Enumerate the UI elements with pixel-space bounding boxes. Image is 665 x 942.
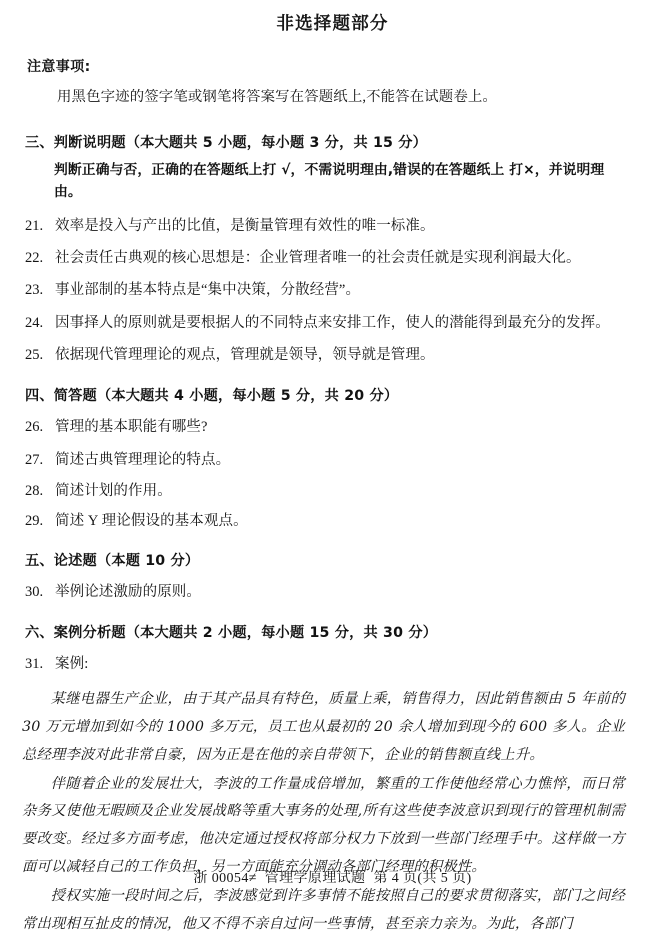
question-text: 依据现代管理理论的观点，管理就是领导，领导就是管理。: [55, 346, 435, 363]
case-paragraph: 授权实施一段时间之后，李波感觉到许多事情不能按照自己的要求贯彻落实，部门之间经常出现相互扯皮的情况，他又不得不亲自过问一些事情，甚至亲力亲为。为此，各部门: [22, 888, 625, 932]
page-footer: [0, 867, 665, 887]
question-number: 27.: [25, 452, 44, 469]
question-number: 29.: [25, 513, 44, 530]
question-item: [25, 582, 665, 602]
question-number: 28.: [25, 482, 44, 499]
section-heading-4: 四、简答题（本大题共 4 小题，每小题 5 分，共 20 分）: [25, 388, 399, 405]
question-item: [25, 654, 665, 674]
footer-exam-code: 浙 00054≠: [193, 871, 257, 886]
footer-page-number: 第 4 页(共 5 页): [373, 871, 472, 886]
question-text: 简述计划的作用。: [55, 482, 172, 499]
question-number: 22.: [25, 249, 44, 266]
case-study-body: [22, 686, 625, 939]
question-item: [25, 450, 665, 470]
question-text: 案例:: [55, 655, 89, 672]
section-instruction-3: 判断正确与否，正确的在答题纸上打 √，不需说明理由,错误的在答题纸上 打×，并说明理由。: [54, 162, 605, 201]
notice-heading: 注意事项:: [27, 59, 91, 75]
question-item: [25, 345, 665, 365]
question-number: 25.: [25, 346, 44, 363]
question-item: [25, 511, 665, 531]
section-heading-3: 三、判断说明题（本大题共 5 小题，每小题 3 分，共 15 分）: [25, 135, 428, 151]
question-number: 24.: [25, 314, 44, 331]
question-item: [25, 248, 665, 268]
question-list-4: [0, 417, 665, 531]
question-number: 31.: [25, 655, 44, 672]
question-text: 举例论述激励的原则。: [55, 584, 201, 601]
question-number: 23.: [25, 282, 44, 299]
question-text: 社会责任古典观的核心思想是：企业管理者唯一的社会责任就是实现利润最大化。: [55, 249, 581, 266]
question-text: 简述 Y 理论假设的基本观点。: [55, 513, 248, 530]
question-list-5: [0, 582, 665, 602]
question-text: 简述古典管理理论的特点。: [55, 452, 231, 469]
case-paragraph: 某继电器生产企业，由于其产品具有特色，质量上乘，销售得力，因此销售额由 5 年前的 30 万元增加到如今的 1000 多万元，员工也从最初的 20 余人增加到现今的 600 多人。企业总经理李波对此非常自豪，因为正是在他的亲自带领下，企业的销售额直线上升。: [22, 690, 625, 763]
notice-body: 用黑色字迹的签字笔或钢笔将答案写在答题纸上,不能答在试题卷上。: [57, 89, 497, 105]
question-text: 因事择人的原则就是要根据人的不同特点来安排工作，使人的潜能得到最充分的发挥。: [55, 314, 610, 331]
page-title: 非选择题部分: [276, 14, 389, 34]
case-paragraph: 伴随着企业的发展壮大，李波的工作量成倍增加，繁重的工作使他经常心力憔悴，而日常杂务又使他无暇顾及企业发展战略等重大事务的处理,所有这些使李波意识到现行的管理机制需要改变。经过多方面考虑，他决定通过授权将部分权力下放到一些部门经理手中。这样做一方面可以减轻自己的工作负担，另一方面能充分调动各部门经理的积极性。: [22, 775, 625, 876]
question-number: 26.: [25, 419, 44, 436]
question-list-6: [0, 654, 665, 674]
question-number: 30.: [25, 584, 44, 601]
question-item: [25, 417, 665, 437]
notice-block: [0, 56, 665, 106]
question-item: [25, 280, 665, 300]
question-item: [25, 313, 665, 333]
question-number: 21.: [25, 217, 44, 234]
question-list-3: [0, 216, 665, 365]
section-heading-5: 五、论述题（本题 10 分）: [25, 553, 200, 570]
question-item: [25, 481, 665, 501]
question-item: [25, 216, 665, 236]
footer-subject: 管理学原理试题: [264, 871, 366, 886]
question-text: 事业部制的基本特点是“集中决策，分散经营”。: [55, 282, 361, 299]
section-heading-6: 六、案例分析题（本大题共 2 小题，每小题 15 分，共 30 分）: [25, 624, 438, 641]
question-text: 管理的基本职能有哪些?: [55, 419, 208, 436]
question-text: 效率是投入与产出的比值，是衡量管理有效性的唯一标准。: [55, 217, 435, 234]
